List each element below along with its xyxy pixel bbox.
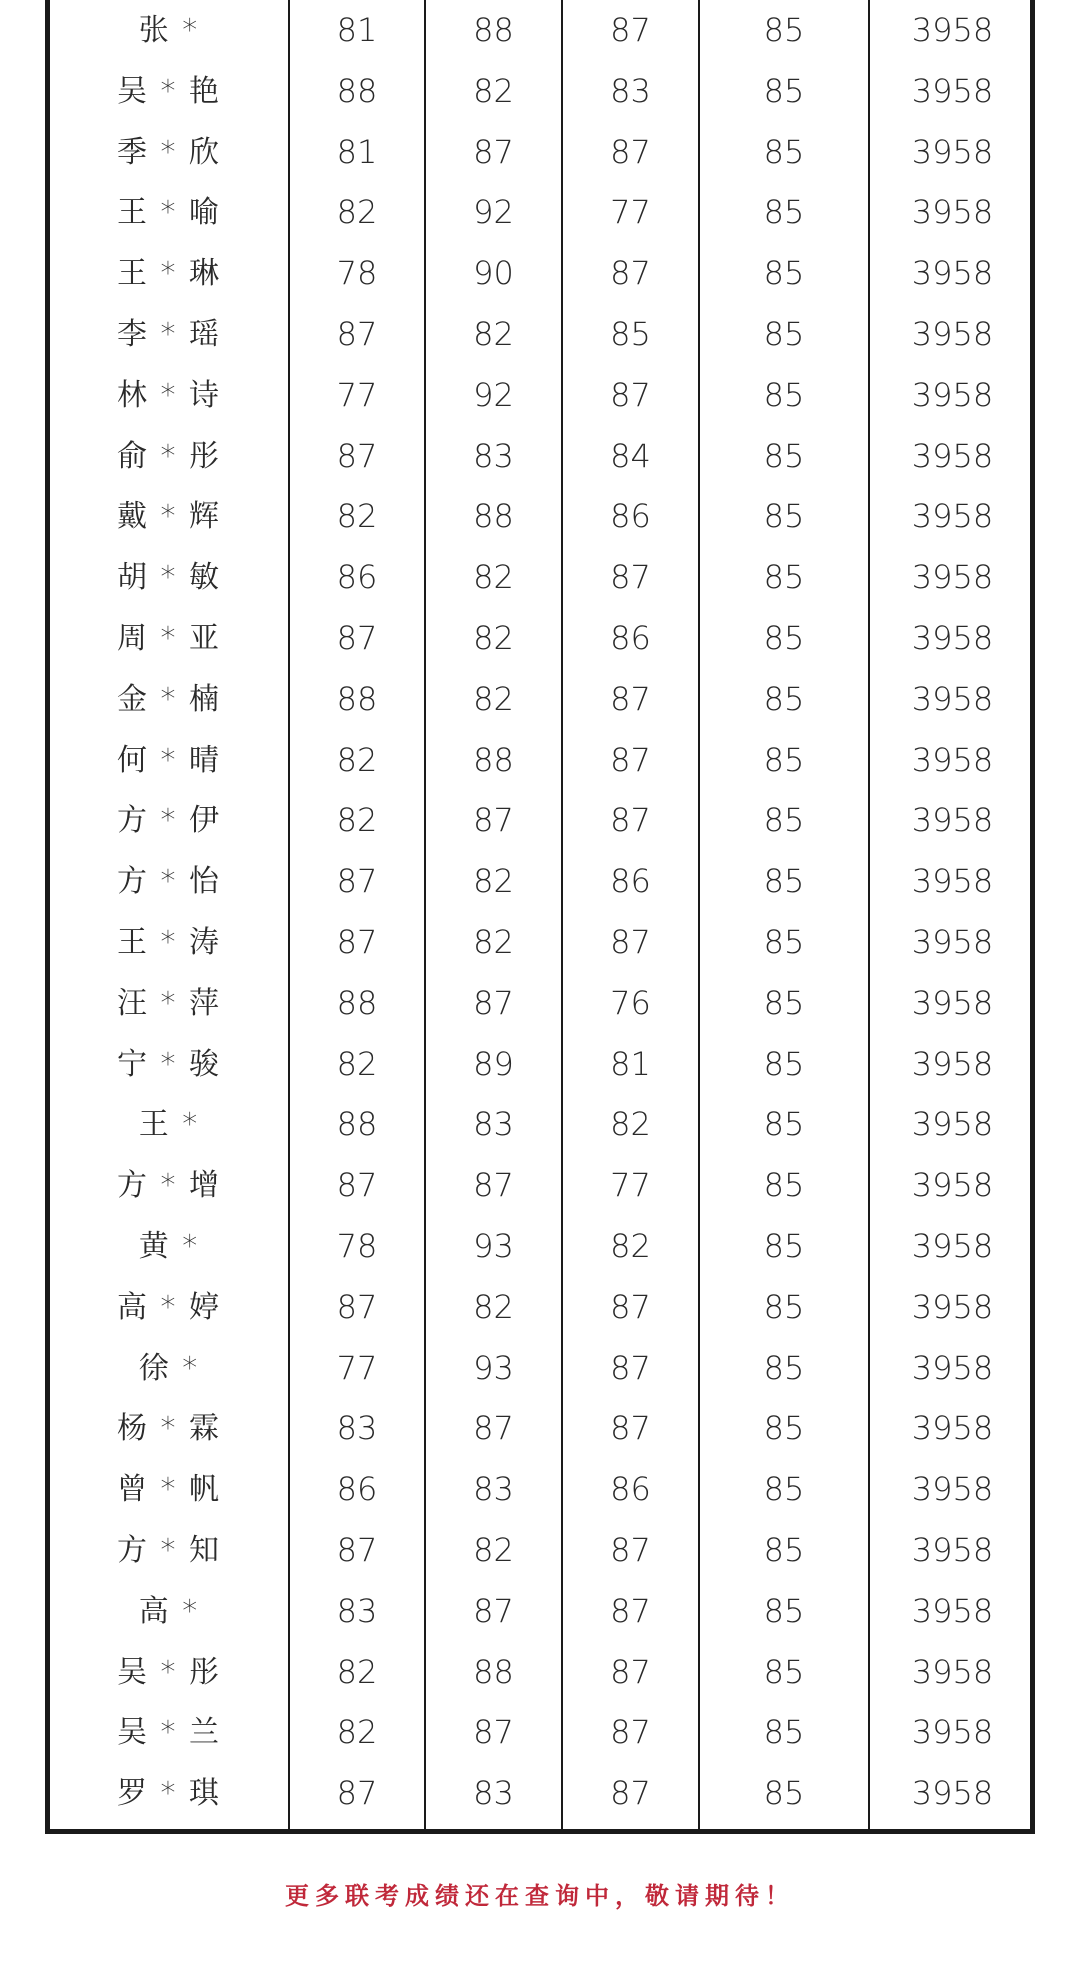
score-2-cell: 93: [473, 1227, 514, 1265]
student-name-cell: 周 * 亚: [116, 621, 222, 656]
score-3-cell: 87: [610, 375, 651, 414]
score-2-cell: 82: [473, 923, 514, 961]
student-name-cell: 王 * 琳: [116, 256, 222, 292]
score-2-cell: 87: [473, 1166, 514, 1205]
total-score-cell: 3958: [911, 983, 994, 1022]
score-1-cell: 88: [336, 1105, 378, 1144]
score-4-cell: 85: [763, 740, 805, 779]
total-score-cell: 3958: [911, 923, 994, 961]
score-1-cell: 78: [336, 254, 378, 293]
score-3-cell: 87: [610, 132, 651, 171]
score-2-cell: 83: [473, 1470, 514, 1509]
score-3-cell: 77: [610, 1166, 651, 1205]
score-2-cell: 88: [473, 1652, 514, 1691]
total-score-cell: 3958: [911, 11, 994, 49]
score-2-cell: 87: [473, 1591, 514, 1630]
score-4-cell: 85: [763, 679, 805, 718]
student-name-cell: 罗 * 琪: [116, 1776, 222, 1812]
score-3-cell: 82: [610, 1105, 651, 1144]
student-name-cell: 吴 * 兰: [116, 1715, 222, 1751]
score-1-cell: 83: [336, 1591, 378, 1630]
table-row: [50, 1034, 1030, 1095]
score-3-cell: 87: [610, 1774, 651, 1813]
score-3-cell: 86: [610, 619, 651, 657]
table-row: [50, 426, 1030, 487]
student-name-cell: 黄 *: [138, 1229, 200, 1264]
student-name-cell: 方 * 伊: [116, 803, 222, 839]
table-row: [50, 0, 1030, 61]
score-1-cell: 86: [336, 1470, 378, 1509]
student-name-cell: 何 * 晴: [116, 742, 222, 778]
table-row: [50, 61, 1030, 122]
student-name-cell: 吴 * 彤: [116, 1654, 222, 1690]
score-3-cell: 86: [610, 497, 651, 536]
score-4-cell: 85: [763, 1531, 805, 1569]
student-name-cell: 方 * 增: [116, 1168, 222, 1204]
score-3-cell: 87: [610, 558, 651, 597]
score-2-cell: 92: [473, 375, 514, 414]
table-row: [50, 608, 1030, 669]
total-score-cell: 3958: [911, 1044, 994, 1083]
score-2-cell: 82: [473, 619, 514, 657]
total-score-cell: 3958: [911, 1409, 994, 1448]
score-1-cell: 87: [336, 1287, 378, 1326]
score-4-cell: 85: [763, 1348, 805, 1387]
student-name-cell: 李 * 瑶: [116, 317, 222, 352]
score-3-cell: 82: [610, 1227, 651, 1265]
table-row: [50, 973, 1030, 1034]
score-4-cell: 85: [763, 619, 805, 657]
score-3-cell: 87: [610, 923, 651, 961]
student-name-cell: 吴 * 艳: [116, 73, 222, 109]
score-2-cell: 87: [473, 132, 514, 171]
table-row: [50, 1094, 1030, 1155]
score-2-cell: 87: [473, 801, 514, 840]
student-name-cell: 方 * 知: [116, 1533, 222, 1568]
score-1-cell: 88: [336, 71, 378, 110]
score-4-cell: 85: [763, 1652, 805, 1691]
table-row: [50, 365, 1030, 426]
table-row: [50, 1642, 1030, 1703]
score-table: [45, 0, 1035, 1834]
student-name-cell: 高 *: [138, 1593, 200, 1629]
score-3-cell: 76: [610, 983, 651, 1022]
score-3-cell: 86: [610, 862, 651, 901]
student-name-cell: 宁 * 骏: [116, 1046, 222, 1082]
score-4-cell: 85: [763, 1166, 805, 1205]
student-name-cell: 徐 *: [138, 1350, 200, 1386]
student-name-cell: 金 * 楠: [116, 681, 222, 717]
table-row: [50, 730, 1030, 791]
student-name-cell: 杨 * 霖: [116, 1411, 222, 1447]
score-4-cell: 85: [763, 1409, 805, 1448]
score-1-cell: 88: [336, 983, 378, 1022]
score-4-cell: 85: [763, 1713, 805, 1752]
score-1-cell: 78: [336, 1227, 378, 1265]
score-1-cell: 77: [336, 375, 378, 414]
score-1-cell: 82: [336, 497, 378, 536]
score-4-cell: 85: [763, 983, 805, 1022]
student-name-cell: 俞 * 彤: [116, 438, 222, 474]
score-1-cell: 87: [336, 436, 378, 475]
score-4-cell: 85: [763, 254, 805, 293]
score-1-cell: 81: [336, 132, 378, 171]
score-1-cell: 87: [336, 862, 378, 901]
score-1-cell: 77: [336, 1348, 378, 1387]
score-4-cell: 85: [763, 436, 805, 475]
score-3-cell: 85: [610, 315, 651, 353]
total-score-cell: 3958: [911, 254, 994, 293]
score-4-cell: 85: [763, 1287, 805, 1326]
score-1-cell: 83: [336, 1409, 378, 1448]
total-score-cell: 3958: [911, 1287, 994, 1326]
score-2-cell: 82: [473, 679, 514, 718]
total-score-cell: 3958: [911, 71, 994, 110]
total-score-cell: 3958: [911, 436, 994, 475]
score-4-cell: 85: [763, 11, 805, 49]
total-score-cell: 3958: [911, 193, 994, 232]
score-2-cell: 83: [473, 436, 514, 475]
score-3-cell: 87: [610, 1652, 651, 1691]
score-3-cell: 87: [610, 1348, 651, 1387]
table-row: [50, 547, 1030, 608]
table-row: [50, 243, 1030, 304]
score-2-cell: 82: [473, 1531, 514, 1569]
score-1-cell: 87: [336, 1531, 378, 1569]
score-2-cell: 87: [473, 983, 514, 1022]
score-2-cell: 89: [473, 1044, 514, 1083]
table-row: [50, 1763, 1030, 1824]
student-name-cell: 林 * 诗: [116, 377, 222, 413]
total-score-cell: 3958: [911, 1652, 994, 1691]
table-row: [50, 1398, 1030, 1459]
score-2-cell: 82: [473, 315, 514, 353]
score-2-cell: 92: [473, 193, 514, 232]
table-row: [50, 1216, 1030, 1277]
score-2-cell: 88: [473, 11, 514, 49]
score-1-cell: 82: [336, 740, 378, 779]
score-3-cell: 87: [610, 1591, 651, 1630]
score-1-cell: 81: [336, 11, 378, 49]
total-score-cell: 3958: [911, 619, 994, 657]
score-3-cell: 87: [610, 1287, 651, 1326]
score-1-cell: 87: [336, 315, 378, 353]
score-4-cell: 85: [763, 801, 805, 840]
table-row: [50, 1520, 1030, 1581]
total-score-cell: 3958: [911, 862, 994, 901]
score-4-cell: 85: [763, 1591, 805, 1630]
student-name-cell: 王 *: [138, 1107, 200, 1143]
score-3-cell: 87: [610, 679, 651, 718]
table-row: [50, 1581, 1030, 1642]
score-3-cell: 87: [610, 254, 651, 293]
total-score-cell: 3958: [911, 1591, 994, 1630]
student-name-cell: 胡 * 敏: [116, 560, 222, 596]
score-1-cell: 87: [336, 1774, 378, 1813]
score-2-cell: 87: [473, 1409, 514, 1448]
score-3-cell: 77: [610, 193, 651, 232]
total-score-cell: 3958: [911, 1105, 994, 1144]
score-1-cell: 82: [336, 1713, 378, 1752]
score-3-cell: 87: [610, 1409, 651, 1448]
total-score-cell: 3958: [911, 1470, 994, 1509]
student-name-cell: 曾 * 帆: [116, 1472, 222, 1508]
score-4-cell: 85: [763, 315, 805, 353]
score-4-cell: 85: [763, 1470, 805, 1509]
score-2-cell: 82: [473, 1287, 514, 1326]
score-2-cell: 88: [473, 740, 514, 779]
score-3-cell: 87: [610, 740, 651, 779]
student-name-cell: 王 * 喻: [116, 195, 222, 231]
total-score-cell: 3958: [911, 1531, 994, 1569]
total-score-cell: 3958: [911, 315, 994, 353]
score-3-cell: 87: [610, 11, 651, 49]
table-row: [50, 669, 1030, 730]
score-4-cell: 85: [763, 497, 805, 536]
score-3-cell: 83: [610, 71, 651, 110]
score-1-cell: 87: [336, 1166, 378, 1205]
table-row: [50, 790, 1030, 851]
total-score-cell: 3958: [911, 1348, 994, 1387]
score-2-cell: 88: [473, 497, 514, 536]
score-2-cell: 90: [473, 254, 514, 293]
total-score-cell: 3958: [911, 740, 994, 779]
score-4-cell: 85: [763, 862, 805, 901]
score-4-cell: 85: [763, 71, 805, 110]
total-score-cell: 3958: [911, 1227, 994, 1265]
score-4-cell: 85: [763, 923, 805, 961]
score-1-cell: 82: [336, 1652, 378, 1691]
score-4-cell: 85: [763, 193, 805, 232]
table-row: [50, 1155, 1030, 1216]
score-2-cell: 83: [473, 1105, 514, 1144]
score-3-cell: 87: [610, 1531, 651, 1569]
score-3-cell: 86: [610, 1470, 651, 1509]
total-score-cell: 3958: [911, 1774, 994, 1813]
score-4-cell: 85: [763, 1105, 805, 1144]
total-score-cell: 3958: [911, 558, 994, 597]
score-1-cell: 82: [336, 1044, 378, 1083]
total-score-cell: 3958: [911, 1166, 994, 1205]
student-name-cell: 季 * 欣: [116, 134, 222, 170]
score-4-cell: 85: [763, 558, 805, 597]
table-row: [50, 304, 1030, 365]
score-2-cell: 82: [473, 862, 514, 901]
score-3-cell: 87: [610, 1713, 651, 1752]
total-score-cell: 3958: [911, 132, 994, 171]
score-1-cell: 88: [336, 679, 378, 718]
score-3-cell: 81: [610, 1044, 651, 1083]
score-1-cell: 82: [336, 801, 378, 840]
score-4-cell: 85: [763, 132, 805, 171]
score-3-cell: 87: [610, 801, 651, 840]
student-name-cell: 王 * 涛: [116, 925, 222, 960]
table-row: [50, 182, 1030, 243]
table-row: [50, 912, 1030, 973]
student-name-cell: 高 * 婷: [116, 1289, 222, 1325]
student-name-cell: 戴 * 辉: [116, 499, 222, 535]
total-score-cell: 3958: [911, 375, 994, 414]
score-4-cell: 85: [763, 1227, 805, 1265]
score-1-cell: 87: [336, 923, 378, 961]
student-name-cell: 方 * 怡: [116, 864, 222, 900]
score-2-cell: 83: [473, 1774, 514, 1813]
total-score-cell: 3958: [911, 801, 994, 840]
score-2-cell: 82: [473, 558, 514, 597]
table-row: [50, 486, 1030, 547]
table-row: [50, 1702, 1030, 1763]
score-1-cell: 86: [336, 558, 378, 597]
score-2-cell: 93: [473, 1348, 514, 1387]
total-score-cell: 3958: [911, 679, 994, 718]
score-1-cell: 87: [336, 619, 378, 657]
score-1-cell: 82: [336, 193, 378, 232]
score-2-cell: 82: [473, 71, 514, 110]
table-row: [50, 1277, 1030, 1338]
table-row: [50, 851, 1030, 912]
student-name-cell: 张 *: [138, 13, 200, 48]
score-3-cell: 84: [610, 436, 651, 475]
total-score-cell: 3958: [911, 1713, 994, 1752]
footer-note: 更多联考成绩还在查询中，敬请期待！: [285, 1882, 795, 1910]
score-4-cell: 85: [763, 375, 805, 414]
table-row: [50, 1338, 1030, 1399]
student-name-cell: 汪 * 萍: [116, 985, 222, 1021]
score-2-cell: 87: [473, 1713, 514, 1752]
score-4-cell: 85: [763, 1044, 805, 1083]
total-score-cell: 3958: [911, 497, 994, 536]
table-row: [50, 122, 1030, 183]
table-row: [50, 1459, 1030, 1520]
score-4-cell: 85: [763, 1774, 805, 1813]
